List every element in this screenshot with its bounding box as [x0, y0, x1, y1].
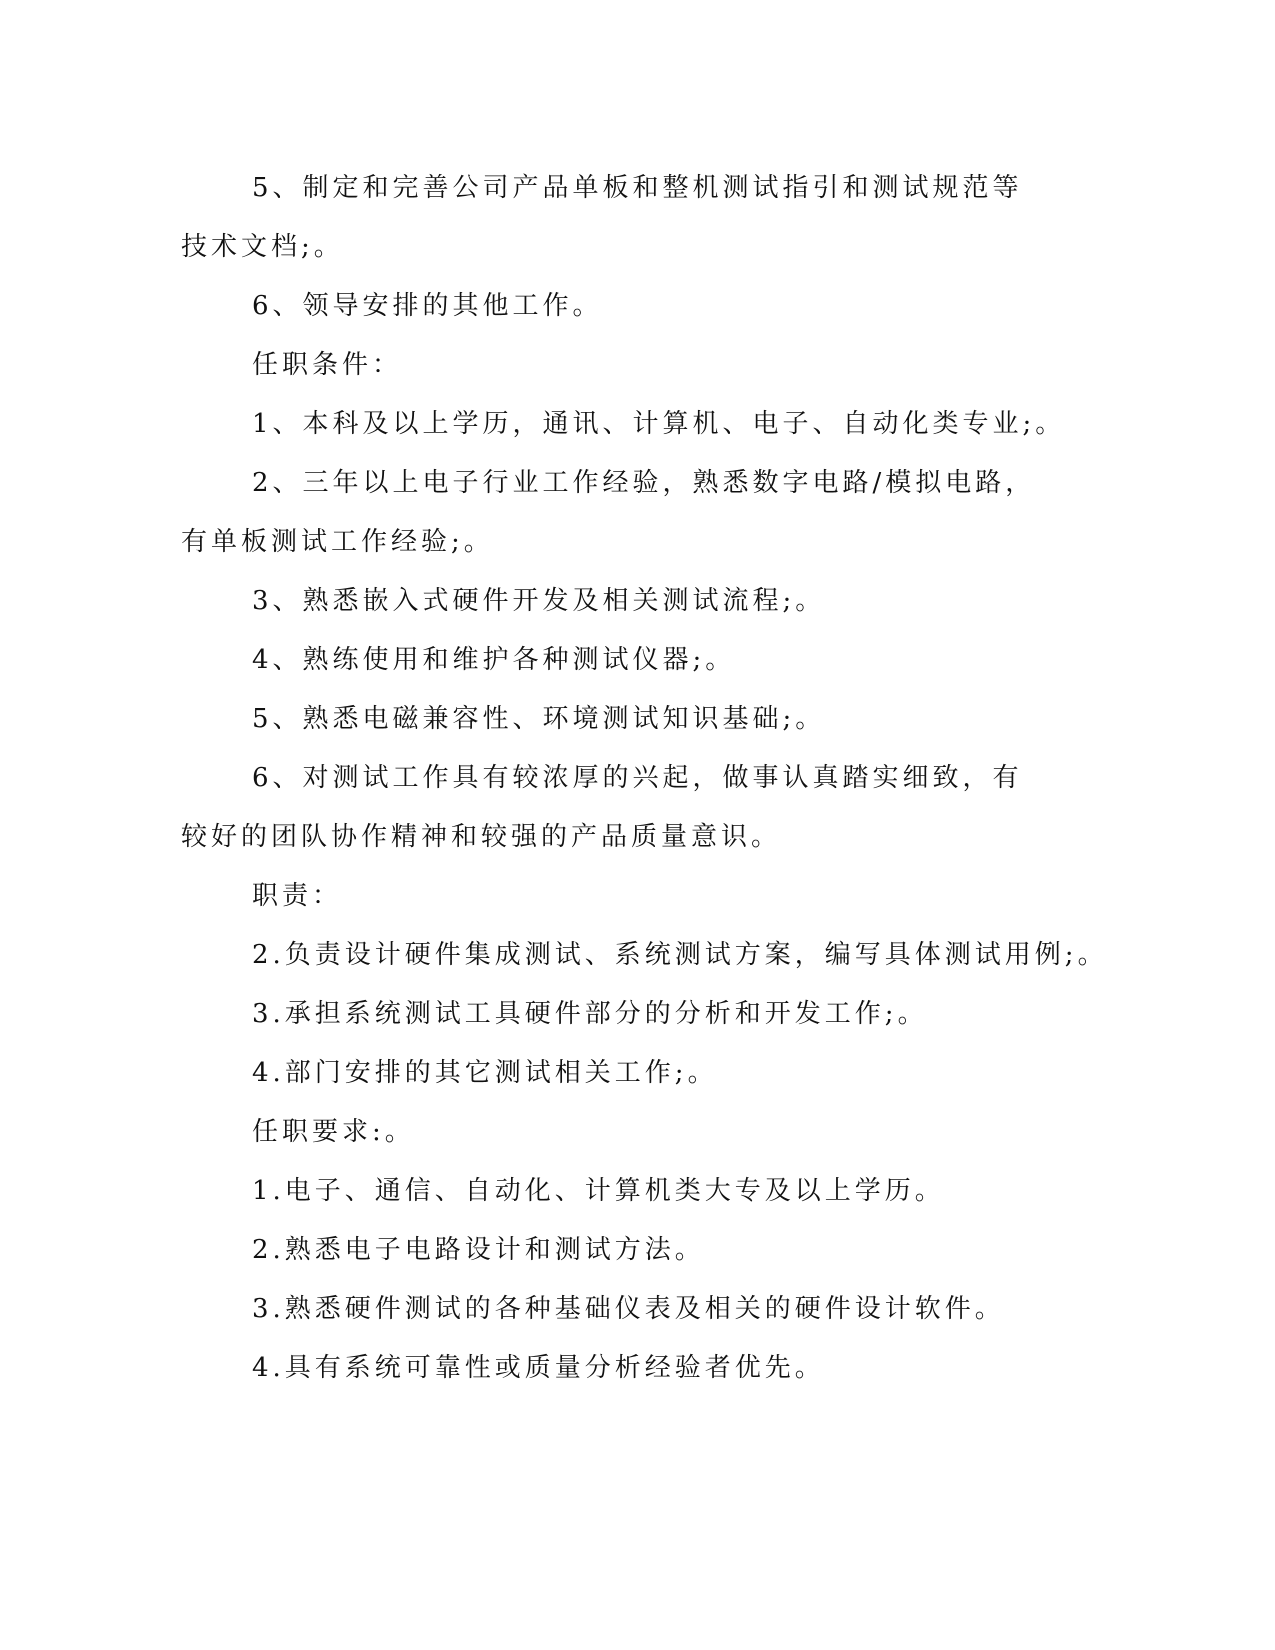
paragraph-duty-6: 6、领导安排的其他工作。 — [252, 291, 603, 321]
paragraph-responsibility-3: 3.承担系统测试工具硬件部分的分析和开发工作;。 — [252, 999, 928, 1029]
paragraph-duty-5: 5、制定和完善公司产品单板和整机测试指引和测试规范等技术文档;。 — [181, 173, 1023, 262]
section-heading-requirements: 任职要求:。 — [252, 1117, 415, 1147]
paragraph-qualification-6: 6、对测试工作具有较浓厚的兴起，做事认真踏实细致，有较好的团队协作精神和较强的产品质量意识。 — [181, 763, 1023, 852]
paragraph-responsibility-2: 2.负责设计硬件集成测试、系统测试方案，编写具体测试用例;。 — [252, 940, 1108, 970]
paragraph-requirement-2: 2.熟悉电子电路设计和测试方法。 — [252, 1235, 705, 1265]
paragraph-qualification-3: 3、熟悉嵌入式硬件开发及相关测试流程;。 — [252, 586, 826, 616]
paragraph-qualification-2: 2、三年以上电子行业工作经验，熟悉数字电路/模拟电路，有单板测试工作经验;。 — [181, 468, 1036, 557]
section-heading-qualifications: 任职条件： — [252, 350, 403, 380]
document-body — [181, 159, 1108, 1398]
paragraph-requirement-3: 3.熟悉硬件测试的各种基础仪表及相关的硬件设计软件。 — [252, 1294, 1005, 1324]
paragraph-qualification-4: 4、熟练使用和维护各种测试仪器;。 — [252, 645, 736, 675]
paragraph-qualification-1: 1、本科及以上学历，通讯、计算机、电子、自动化类专业;。 — [252, 409, 1066, 439]
section-heading-responsibilities: 职责： — [252, 881, 343, 911]
paragraph-qualification-5: 5、熟悉电磁兼容性、环境测试知识基础;。 — [252, 704, 826, 734]
paragraph-requirement-4: 4.具有系统可靠性或质量分析经验者优先。 — [252, 1353, 825, 1383]
paragraph-requirement-1: 1.电子、通信、自动化、计算机类大专及以上学历。 — [252, 1176, 945, 1206]
paragraph-responsibility-4: 4.部门安排的其它测试相关工作;。 — [252, 1058, 718, 1088]
